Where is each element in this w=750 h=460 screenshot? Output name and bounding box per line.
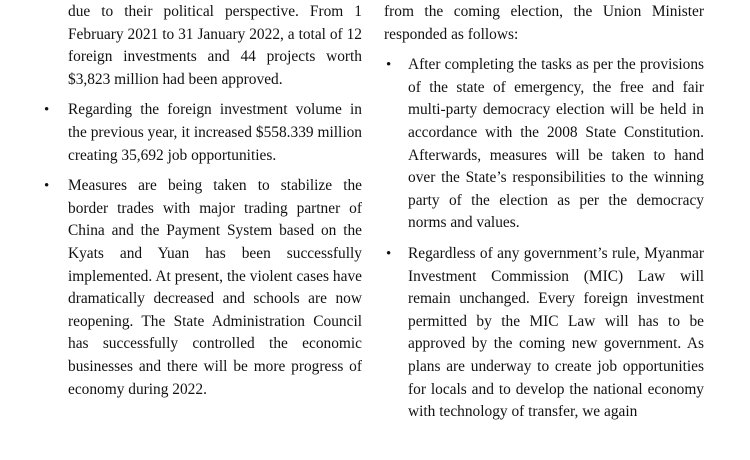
bullet-text: After completing the tasks as per the provisions of the state of emergency, the free and fair multi-party democracy election will be held in accordance with the 2008 State Constitution. Afterwards, measures will be taken to hand over the State’s responsibilities to the winning party of the election as per the democracy norms and values. <box>408 56 704 232</box>
list-item <box>40 175 362 401</box>
right-lead-paragraph: from the coming election, the Union Minister responded as follows: <box>384 3 704 43</box>
bullet-icon: • <box>386 57 392 74</box>
bullet-icon: • <box>386 245 392 262</box>
right-bullet-list <box>384 54 704 424</box>
right-column <box>384 0 704 432</box>
bullet-icon: • <box>44 102 50 119</box>
left-bullet-list <box>40 99 362 401</box>
bullet-text: Measures are being taken to stabilize the border trades with major trading partner of China and the Payment System based on the Kyats and Yuan has been successfully implemented. At present, the violent cases have dramatically decreased and schools are now reopening. The State Administration Council has successfully controlled the economic businesses and there will be more progress of economy during 2022. <box>68 177 362 398</box>
list-item <box>384 243 704 424</box>
list-item <box>384 54 704 235</box>
left-lead-paragraph: due to their political perspective. From 1 February 2021 to 31 January 2022, a total of 12 foreign investments and 44 projects worth $3,823 million had been approved. <box>68 3 362 88</box>
bullet-text: Regarding the foreign investment volume in the previous year, it increased $558.339 million creating 35,692 job opportunities. <box>68 101 362 164</box>
list-item <box>40 99 362 167</box>
bullet-text: Regardless of any government’s rule, Myanmar Investment Commission (MIC) Law will remain unchanged. Every foreign investment permitted by the MIC Law will has to be approved by the coming new government. As plans are underway to create job opportunities for locals and to develop the national economy with technology of transfer, we again <box>408 244 704 421</box>
left-column <box>40 0 362 409</box>
bullet-icon: • <box>44 178 50 195</box>
